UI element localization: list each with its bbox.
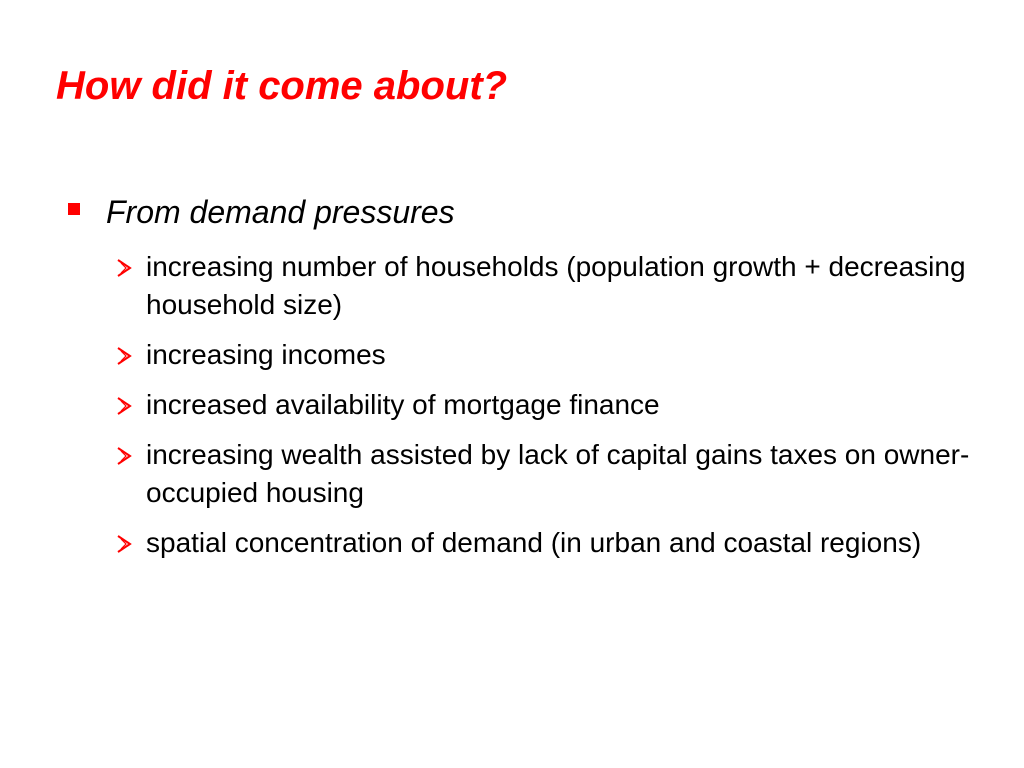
sub-bullet-text: increasing number of households (population growth + decreasing household size): [146, 251, 966, 320]
arrow-bullet-icon: [116, 347, 132, 365]
arrow-bullet-icon: [116, 259, 132, 277]
sub-bullet-item: [116, 336, 976, 374]
slide-title: How did it come about?: [56, 64, 508, 108]
sub-bullet-text: increasing incomes: [146, 339, 386, 370]
square-bullet-icon: [68, 203, 80, 215]
arrow-bullet-icon: [116, 397, 132, 415]
sub-bullet-list: [116, 248, 976, 574]
sub-bullet-text: spatial concentration of demand (in urban and coastal regions): [146, 527, 922, 558]
sub-bullet-text: increasing wealth assisted by lack of capital gains taxes on owner-occupied housing: [146, 439, 970, 508]
arrow-bullet-icon: [116, 535, 132, 553]
main-bullet-text: From demand pressures: [106, 194, 455, 230]
arrow-bullet-icon: [116, 447, 132, 465]
sub-bullet-item: [116, 524, 976, 562]
main-bullet-list: [68, 194, 988, 558]
main-bullet-item: [68, 194, 988, 234]
sub-bullet-text: increased availability of mortgage finance: [146, 389, 660, 420]
sub-bullet-item: [116, 436, 976, 512]
sub-bullet-item: [116, 386, 976, 424]
sub-bullet-item: [116, 248, 976, 324]
